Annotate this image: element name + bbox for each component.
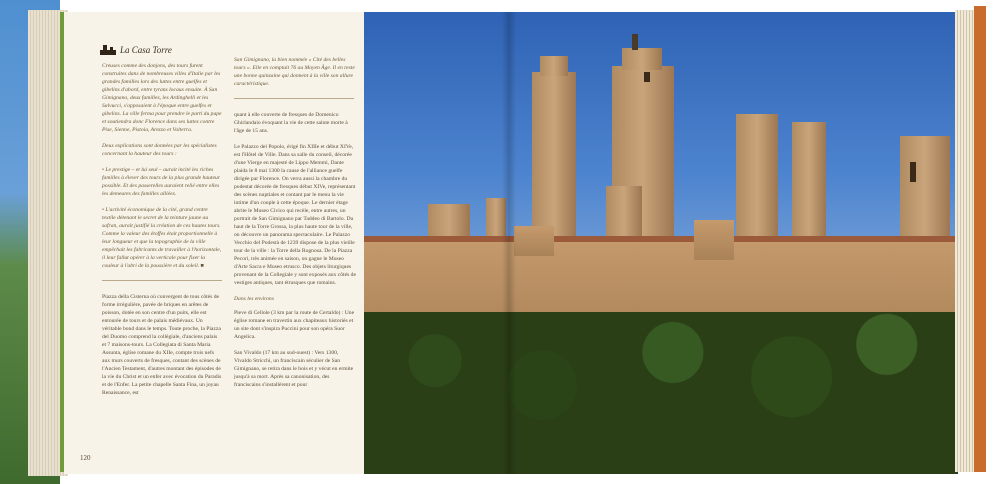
tower <box>622 48 662 70</box>
explanations-lead: Deux explications sont données par les spécialistes concernant la hauteur des tours : <box>102 143 217 157</box>
church <box>694 220 734 260</box>
explanation-prestige: • Le prestige – et lui seul – aurait incité les riches familles à élever des tours de la plus grande hauteur possible. Et des passerelles auraient relié entre elles les demeures des familles alliées. <box>102 167 220 197</box>
divider <box>102 280 222 281</box>
divider-b <box>234 98 354 99</box>
section-title: La Casa Torre <box>120 44 172 55</box>
photo-caption: San Gimignano, la bien nommée « Cité des belles tours ». Elle en comptait 76 au Moyen Âge. Il en reste une bonne quinzaine qui donnent à la ville son allure caractéristique. <box>234 57 355 87</box>
tower <box>632 34 638 50</box>
column-b <box>234 56 356 397</box>
environs-heading: Dans les environs <box>234 296 274 302</box>
trees <box>364 312 958 474</box>
vivaldo-paragraph: San Vivaldo (17 km au sud-ouest) : Vers 1300, Vivaldo Stricchi, un franciscain séculier de San Gimignano, se retira dans le bois et y vécut en ermite jusqu'à sa mort. Après sa canonisation, des franciscains s'installèrent et pour <box>234 350 354 388</box>
intro-paragraph: Creuses comme des donjons, des tours furent construites dans de nombreuses villes d'Italie par les grandes familles lors des luttes entre guelfes et gibelins d'abord, entre tyrans locaux ensuite. À San Gimignano, deux familles, les Ardinghelli et les Salvucci, s'opposaient à l'époque entre guelfes et gibelins. La ville ferma pour prendre le parti du pape et soutiendra donc Florence dans ses luttes contre Pise, Sienne, Pistoia, Arezzo et Volterra. <box>102 63 222 133</box>
explanation-economic: • L'activité économique de la cité, grand centre textile détenant le secret de la teinture jaune au safran, aurait justifié la création de ces hautes tours. Comme la valeur des étoffes était proportionnelle à leur longueur et que la topographie de la ville empêchait les fabricants de travailler à l'horizontale, il leur fallut opérer à la verticale pour fixer la couleur à l'abri de la poussière et du soleil. ■ <box>102 207 222 269</box>
tower <box>532 72 576 252</box>
town-roofs <box>364 236 958 242</box>
church <box>514 226 554 256</box>
tower-window <box>644 72 650 82</box>
piazza-paragraph: Piazza della Cisterna où convergent de tous côtés de forme irrégulière, pavée de briques en arêtes de poisson, dotée en son centre d'un puits, elle est entourée de tours et de palais médiévaux. Un véritable bond dans le temps. Toute proche, la Piazza del Duomo comprend la collégiale, d'anciens palais et 7 maisons-tours. La Collegiata di Santa Maria Assunta, église romane du XIIe, compte trois nefs aux murs couverts de fresques, contant des scènes de l'Ancien Testament, d'autres montant des épisodes de la vie du Christ et un enfer avec évocation du Paradis et de l'Enfer. La petite chapelle Santa Fina, un joyau Renaissance, est <box>102 294 222 396</box>
column-a <box>102 62 222 405</box>
tower-silhouette-icon <box>100 44 116 55</box>
photo-page <box>364 12 958 474</box>
cellole-paragraph: Pieve di Cellole (3 km par la route de Certaldo) : Une église romane en travertin aux chapiteaux historiés et un site dont s'inspira Puccini pour son opéra Suor Angelica. <box>234 310 355 340</box>
book-spine-shadow <box>502 12 516 474</box>
tower <box>540 56 568 76</box>
palazzo-paragraph: Le Palazzo del Popolo, érigé fin XIIIe et début XIVe, est l'Hôtel de Ville. Dans sa salle du conseil, décorée d'une Vierge en majesté de Lippo Memmi, Dante plaida le 8 mai 1300 la cause de l'alliance guelfe dirigée par Florence. On verra aussi la chambre du podestat décorée de fresques début XIVe, représentant des scènes nuptiales et contant par le menu la vie intime d'un couple à cette époque. Le dernier étage abrite le Museo Civico qui recèle, entre autres, un portrait de San Gimignano par Taddeo di Bartolo. Du haut de la Torre Grossa, la plus haute tour de la ville, on découvre un panorama spectaculaire. Le Palazzo Vecchio del Podestà de 1239 dispose de la plus vieille tour de la ville : la Torre della Rognosa. De la Piazza Pecori, très animée en saison, on gagne le Museo d'Arte Sacra e Museo etrusco. Des objets liturgiques provenant de la Collegiale y sont exposés aux côtés de vestiges antiques, tant étrusques que romains. <box>234 144 356 286</box>
left-page <box>64 12 364 474</box>
tower-window <box>910 162 916 182</box>
page-number: 120 <box>80 454 91 462</box>
book-cover-edge <box>974 6 986 472</box>
ghirlandaio-paragraph: quant à elle couverte de fresques de Domenico Ghirlandaio évoquant la vie de cette sainte morte à l'âge de 15 ans. <box>234 112 348 134</box>
section-heading <box>100 44 172 55</box>
